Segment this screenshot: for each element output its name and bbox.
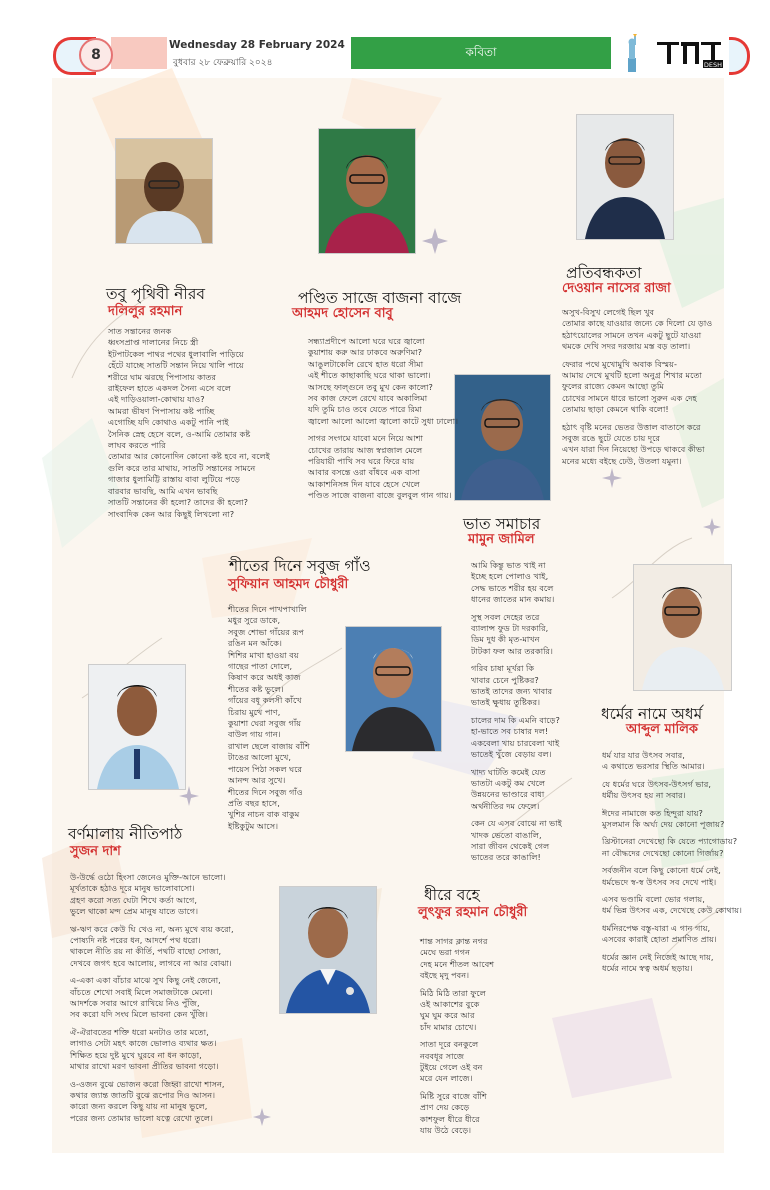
poem-stanza bbox=[70, 1027, 266, 1073]
poem-line: সব করো যদি সংঘ মিলে ভাবনা কেন খুঁজি। bbox=[70, 1009, 208, 1020]
poem-line: যে ধর্মের ঘরে উৎসব-উৎসর্গ ভার, bbox=[602, 778, 712, 789]
poem-line: সারা জীবন থেকেই গেল bbox=[471, 840, 550, 851]
poem-line: পরিযায়ী পাখি সব ঘরে ফিরে যায় bbox=[308, 456, 415, 467]
poem-stanza bbox=[562, 359, 722, 416]
poem-stanza bbox=[420, 1091, 530, 1137]
poem-title-6: ধর্মের নামে অধর্ম bbox=[601, 705, 703, 723]
poem-stanza bbox=[602, 750, 762, 773]
poem-line: গ্রহণ করো সত্য ঘেটা শিখে কর্তা আগে, bbox=[70, 894, 197, 905]
poem-line: শিক্ষিত হয়ে দুষ্ট মুখে ঘুরবে না ধন কাড়ো, bbox=[70, 1049, 202, 1060]
poem-line: একবেলা খায় চারবেলা খাই bbox=[471, 737, 560, 748]
poem-line: সাংবাদিক কেন আর কিছুই লিখলো না? bbox=[108, 508, 235, 519]
poem-stanza bbox=[471, 663, 581, 709]
poem-line: তোমার আর কোনোদিন কোনো কষ্ট হবে না, বলেই bbox=[108, 451, 270, 462]
poem-line: সাগর সংগমে যাবো মনে নিয়ে আশা bbox=[308, 433, 423, 444]
poem-line: ফেরার পথে মুখোমুখি অবাক বিস্ময়- bbox=[562, 358, 677, 369]
poem-line: এই দাড়িওয়ালা-কোথায় যাও? bbox=[108, 394, 205, 405]
poem-line: কিষাণ করে অধই কাজ bbox=[228, 672, 301, 683]
poem-line: বারবার ভাবছি, আমি এখন ভাবছি bbox=[108, 485, 218, 496]
poem-line: গাজার ধুলামিট্টি রাস্তায় বাবা লুটিয়ে পড়ে bbox=[108, 474, 240, 485]
poet-photo-lutfur bbox=[279, 886, 377, 1014]
poem-line: চোখের সামনে ধারে ভালো সুরুন এক দেহ bbox=[562, 392, 697, 403]
poem-line: মিঠি মিঠি তারা ফুলে bbox=[420, 987, 486, 998]
liberty-statue-icon bbox=[617, 34, 645, 72]
poem-body-6 bbox=[602, 750, 762, 981]
poem-line: ডিম দুধ কী মৃত-মাখন bbox=[471, 634, 540, 645]
poem-stanza bbox=[420, 936, 530, 982]
poem-line: কুয়াশা ঘেরা সবুজ গাঁয় bbox=[228, 718, 302, 729]
poem-line: মধুর সুরে ডাকে, bbox=[228, 615, 281, 626]
poem-line: জ্বালো আলো আলো জ্বালো কাটে সুধা ঢালো। bbox=[308, 415, 459, 426]
desh-logo bbox=[653, 36, 725, 70]
poem-line: ধর্মীয় উৎসব হয় না সবার। bbox=[602, 790, 686, 801]
poet-photo-abdul bbox=[633, 564, 732, 691]
poem-stanza bbox=[471, 560, 581, 606]
poem-stanza bbox=[602, 923, 762, 946]
poem-line: রাখাল ছেলে বাজায় বাঁশি bbox=[228, 740, 310, 751]
poem-stanza bbox=[471, 715, 581, 761]
poem-line: ইষ্টিকুটুম আসে। bbox=[228, 820, 279, 831]
poem-line: কথার জ্যান্ত জাতটি বুঝে রূপোর দিও আসন। bbox=[70, 1089, 216, 1100]
poem-line: চোখের তারায় আজ স্বপ্নজাল মেলে bbox=[308, 444, 423, 455]
poem-line: পোষ্যদি নষ্ট পরের ধন, আদর্শে পথ ধরো। bbox=[70, 935, 201, 946]
poem-line: সাতটি সন্তানের কী হলো? তাদের কী হলো? bbox=[108, 497, 249, 508]
poem-line: লাগাও সেটা মহৎ কাজে ভোলাও ব্যথার ক্ষত। bbox=[70, 1038, 217, 1049]
poem-line: আমায় দেখে মুখটি হলো অনুগ্র শিখার মতো bbox=[562, 370, 702, 381]
poem-author-4: মামুন জামিল bbox=[468, 532, 535, 547]
poem-line: এসবের কারাই হোতা প্রমাণিত প্রায়। bbox=[602, 934, 717, 945]
poem-line: তোমায় ছাড়া কেমনে থাকি বলো! bbox=[562, 404, 669, 415]
poem-line: ধর্মের নামে স্বত্ব অধর্ম ছড়ায়। bbox=[602, 963, 693, 974]
poet-photo-sujon bbox=[88, 664, 186, 790]
logo-text: DESH bbox=[703, 61, 723, 69]
date-english: Wednesday 28 February 2024 bbox=[169, 39, 345, 51]
poem-line: রাইফেল হাতে একদল সৈন্য এসে বলে bbox=[108, 383, 231, 394]
poetry-page-content bbox=[52, 78, 742, 1153]
poem-title-4: ভাত সমাচার bbox=[463, 515, 541, 533]
poem-line: পণ্ডিত সাজে বাজনা বাজে বুলবুল গান গায়। bbox=[308, 490, 452, 501]
poem-line: শীতের দিনে সবুজ গাঁও bbox=[228, 786, 303, 797]
poem-line: টাঙের আলো মুখে, bbox=[228, 752, 291, 763]
header-right-cap bbox=[729, 37, 750, 75]
poem-line: চালের দাম কি এমনি বাড়ে? bbox=[471, 714, 560, 725]
poem-line: ও-ওজন বুঝে ভোজন করো জিহ্বা রাখো শাসন, bbox=[70, 1078, 225, 1089]
poem-line: কাশফুল ধীরে ধীরে bbox=[420, 1113, 480, 1124]
poem-title-1: তবু পৃথিবী নীরব bbox=[106, 285, 206, 303]
poem-line: যায় উঠে বেড়ে। bbox=[420, 1125, 472, 1136]
poem-line: ঋ-ঋণ করে কেউ ঘি খেও না, অন্য মুখে ব্যয় করো, bbox=[70, 923, 234, 934]
poem-body-7 bbox=[70, 872, 266, 1130]
poem-line: সন্ধ্যাপ্রদীপে আলো ঘরে ঘরে জ্বালো bbox=[308, 336, 425, 346]
poem-line: সৈনিক স্নেহ হেসে বলে, ও-আমি তোমার কষ্ট bbox=[108, 428, 251, 439]
poem-line: অসুখ-বিসুখ লেগেই ছিল খুব bbox=[562, 307, 654, 317]
poem-line: খাদ্য ঘাটতি কমেই যেত bbox=[471, 766, 546, 777]
poem-line: দেহ মনে শীতল আবেশ bbox=[420, 958, 495, 969]
poem-line: শান্ত সাগর ক্লান্ত নগর bbox=[420, 936, 488, 946]
poet-photo-sufian bbox=[345, 626, 442, 752]
poem-line: শীতের কষ্ট ভুলে। bbox=[228, 683, 284, 694]
poem-title-7: বর্ণমালায় নীতিপাঠ bbox=[68, 825, 183, 843]
poem-line: ধর্মভেদে স্ব-স্ব উৎসব সব দেখে পাই। bbox=[602, 876, 717, 887]
poem-line: মরে যেন লাজে। bbox=[420, 1073, 473, 1084]
poem-line: ধর্ম যার যার উৎসব সবার, bbox=[602, 750, 685, 760]
poem-line: সব কাজ ফেলে রেখে যাবে অকালিমা bbox=[308, 393, 428, 404]
poem-body-5 bbox=[228, 604, 348, 832]
poem-line: খুশির নাচন বাক বাকুম bbox=[228, 809, 300, 820]
poem-line: ফুলের রাজ্যে কেমন আছো তুমি bbox=[562, 381, 664, 392]
poem-stanza bbox=[70, 924, 266, 970]
poem-body-3 bbox=[562, 307, 722, 473]
poem-stanza bbox=[602, 836, 762, 859]
poem-line: লাঘব করতে পারি bbox=[108, 440, 166, 451]
poem-title-2: পণ্ডিত সাজে বাজনা বাজে bbox=[298, 289, 462, 307]
section-banner bbox=[351, 37, 611, 69]
poem-line: ধর্ম ভিন্ন উৎসব এক, দেখেছে কেউ কোথায়। bbox=[602, 905, 742, 916]
poem-line: উন্নয়নের ভাণ্ডারে বাধা bbox=[471, 789, 545, 800]
poem-line: আনন্দ আর সুখে। bbox=[228, 775, 286, 786]
poem-line: না বৌদ্ধদের দেখেছো কোনো গির্জায়? bbox=[602, 847, 724, 858]
poem-line: চিরায় মুখে পাণ, bbox=[228, 706, 281, 717]
poem-line: প্রাণ দেয় কেড়ে bbox=[420, 1102, 470, 1113]
header-pink-band bbox=[111, 37, 167, 69]
poem-author-7: সুজন দাশ bbox=[70, 844, 121, 859]
poem-line: মাথার রাখো মরণ ভাবনা প্রীতির ভাবনা গড়ো। bbox=[70, 1061, 219, 1072]
poem-line: পায়েস পিঠা সকল ঘরে bbox=[228, 763, 303, 774]
poem-author-1: দলিলুর রহমান bbox=[108, 304, 183, 319]
poem-line: ধানের জাতের মান কমায়। bbox=[471, 594, 555, 605]
poem-stanza bbox=[70, 975, 266, 1021]
poem-line: হেঁটে যাচ্ছে সাতটি সন্তান নিয়ে খালি পায়ে bbox=[108, 360, 244, 371]
poem-stanza bbox=[602, 865, 762, 888]
poem-stanza bbox=[602, 808, 762, 831]
poem-line: আঙুলটাকেলি রেখে হাত ধরো সীমা bbox=[308, 358, 424, 369]
poem-stanza bbox=[471, 612, 581, 658]
poem-line: আদর্শকে সবার আগে রাখিয়ে নিও পুঁজি, bbox=[70, 998, 200, 1009]
poem-line: যদি তুমি চাও তবে যেতে পারে রিমা bbox=[308, 404, 422, 415]
poem-line: আবার বসন্তে ওরা বাঁধবে এক বাসা bbox=[308, 467, 420, 478]
poem-line: কেন যে এসব বোঝে না ভাই bbox=[471, 818, 562, 829]
poem-line: অর্থনীতির দম ফেলে। bbox=[471, 800, 540, 811]
poem-line: বাঁচতে শেখো সবাই মিলে সমাজটাকে মেনো। bbox=[70, 986, 213, 997]
poem-line: ঈদের নামাজে কত হিন্দুরা যায়? bbox=[602, 807, 703, 818]
poem-line: এখন যারা দিন নিয়েছো উপড়ে থাকবে কীভা bbox=[562, 444, 705, 455]
poem-stanza bbox=[70, 1079, 266, 1125]
poem-line: ঘুম ঘুম করে আর bbox=[420, 1010, 475, 1021]
poem-line: দেখবে জগৎ হবে আলোয়, লাগবে না আর বোঝা। bbox=[70, 957, 232, 968]
poem-line: ধর্মের জ্ঞান নেই নিজেই আছে দায়, bbox=[602, 951, 714, 962]
poem-line: মেঘে ভরা গগন bbox=[420, 947, 471, 958]
poem-line: নববধূর সাজে bbox=[420, 1050, 465, 1061]
poem-line: কারো জন্য করলে কিছু যায় না মানুষ ভুলে, bbox=[70, 1101, 208, 1112]
poem-line: আকাশনিসঙ্গ দিন যাবে হেসে খেলে bbox=[308, 478, 420, 489]
poem-line: এ কথাতে ভরসার স্থিতি আমার। bbox=[602, 761, 705, 772]
poem-line: আমরা ভীষণ পিপাসায় কষ্ট পাচ্ছি bbox=[108, 405, 215, 416]
poem-stanza bbox=[562, 307, 722, 353]
poem-line: সাতা দূরে বনকুলে bbox=[420, 1039, 479, 1050]
poem-line: শিশির মাখা হাওয়া বয় bbox=[228, 649, 299, 660]
poem-line: ঐ-ঐরাবতের শক্তি ধরো মনটাও তার মতো, bbox=[70, 1026, 209, 1037]
poem-line: চাঁদ মামার চোখে। bbox=[420, 1021, 477, 1032]
poem-line: খ্রিস্টানেরা দেখেছো কি যেতে প্যাগোডায়? bbox=[602, 836, 738, 847]
section-title: কবিতা bbox=[465, 45, 497, 59]
poem-line: গাঁয়ের বধূ কলসী কাঁখে bbox=[228, 695, 302, 706]
poem-stanza bbox=[308, 433, 508, 501]
page-number: 8 bbox=[79, 38, 113, 72]
poem-line: টুইয়ে গেলে ওই বন bbox=[420, 1062, 483, 1073]
poem-stanza bbox=[308, 336, 508, 427]
poem-body-1 bbox=[108, 326, 326, 520]
poem-line: মুসলমান কি অর্ঘ্য দেয় কোনো পূজায়? bbox=[602, 819, 725, 830]
poem-line: ওই আকাশের বুকে bbox=[420, 999, 480, 1010]
poem-line: সবুজ শোভা গাঁয়ের রূপ bbox=[228, 626, 304, 637]
poem-body-8 bbox=[420, 936, 530, 1143]
poet-photo-ahmad bbox=[318, 128, 416, 254]
poem-line: সেদ্ধ ভাতে শরীর হয় বলে bbox=[471, 582, 554, 593]
poem-line: থাকলে নীতি রয় না কীর্তি, পথটি বাছো সোজা, bbox=[70, 946, 222, 957]
poem-body-4 bbox=[471, 560, 581, 870]
poem-line: আসছে ফাল্গুনে তবু মুখ কেন কালো? bbox=[308, 381, 433, 392]
poem-line: প্রতি বছর হাসে, bbox=[228, 797, 280, 808]
poem-line: পরের জন্য তোমার ভালো যত্নে রেখো তুলে। bbox=[70, 1112, 213, 1123]
poem-line: হঠাৎয়োলের সামনে তখন একটু ছুটে যাওয়া bbox=[562, 329, 702, 340]
poem-line: থমকে দেখি সদর দরজায় মস্ত বড় তালা। bbox=[562, 341, 691, 352]
poet-photo-dewan bbox=[576, 114, 674, 240]
poem-line: বাউল গায় গান। bbox=[228, 729, 281, 740]
poem-line: মিষ্টি সুরে বাজে বাঁশি bbox=[420, 1090, 487, 1101]
poem-line: সবুজ রঙে ছুটে যেতে চায় দূরে bbox=[562, 433, 660, 444]
poem-line: রঙিন মন আঁকে। bbox=[228, 638, 282, 649]
poem-line: হঠাৎ বৃষ্টি মনের ভেতর উত্তাল বাতাসে করে bbox=[562, 421, 701, 432]
poem-line: সর্বজনীন বলে কিছু কোনো ধর্মে নেই, bbox=[602, 865, 721, 876]
poem-line: মনের মধ্যে বইছে ঢেউ, উতলা যমুনা। bbox=[562, 455, 682, 466]
poem-line: গুলি করে তার মাথায়, সাতটি সন্তানের সামনে bbox=[108, 462, 256, 473]
poem-line: সাত সন্তানের জনক bbox=[108, 326, 172, 336]
poem-line: ভাতই তাদের জন্য খাবার bbox=[471, 686, 553, 697]
poem-stanza bbox=[70, 872, 266, 918]
poem-stanza bbox=[471, 767, 581, 813]
poem-line: ভাতেই খুঁজে বেড়ায় বল। bbox=[471, 749, 552, 760]
poem-title-3: প্রতিবন্ধকতা bbox=[566, 264, 642, 282]
poem-line: কুয়াশায় করু আর ঢাকবে অরুণিমা? bbox=[308, 347, 422, 358]
poem-author-2: আহমদ হোসেন বাবু bbox=[292, 306, 393, 321]
poem-line: এ-একা একা বাঁচার মাঝে সুখ কিছু নেই জেনো, bbox=[70, 975, 221, 986]
poem-line: ইটপাটকেল পাথর পথের ধুলাবালি পাড়িয়ে bbox=[108, 348, 244, 359]
poem-line: গরিব চাষা মূর্খরা কি bbox=[471, 663, 535, 674]
poem-line: এসব ভণ্ডামি বলো ভোর গলায়, bbox=[602, 894, 705, 905]
poem-line: ভাতই ক্ষুধায় তুষ্টিকর। bbox=[471, 697, 541, 708]
poem-line: উ-উর্দ্ধে ওঠো হিংসা জেনেও মুক্তি-আনে ভালো। bbox=[70, 872, 226, 882]
poem-author-8: লুৎফুর রহমান চৌধুরী bbox=[418, 905, 528, 920]
poem-stanza bbox=[420, 1039, 530, 1085]
poem-line: শীতের দিনে পাখপাখালি bbox=[228, 604, 307, 614]
poem-stanza bbox=[602, 894, 762, 917]
poem-author-3: দেওয়ান নাসের রাজা bbox=[562, 281, 671, 296]
date-box bbox=[169, 37, 349, 69]
poem-line: ভাতটা একটু কম খেলে bbox=[471, 777, 546, 788]
poem-stanza bbox=[420, 988, 530, 1034]
poem-line: আমি কিন্তু ভাত খাই না bbox=[471, 560, 546, 570]
page-header bbox=[45, 34, 750, 72]
poem-line: তোমার কাছে যাওয়ার জন্যে কে দিলো যে ড়াও bbox=[562, 318, 713, 329]
poem-stanza bbox=[602, 952, 762, 975]
poem-line: হা-ভাতে সব চাষার দল! bbox=[471, 726, 549, 737]
poem-line: এগোচ্ছি যদি কোথাও একটু পানি পাই bbox=[108, 417, 229, 428]
poem-stanza bbox=[471, 818, 581, 864]
poem-stanza bbox=[562, 422, 722, 468]
poem-author-5: সুফিয়ান আহমদ চৌধুরী bbox=[228, 577, 349, 592]
poem-line: গাছের পাতা দোলে, bbox=[228, 661, 293, 672]
poem-author-6: আব্দুল মালিক bbox=[626, 722, 698, 737]
date-bangla: বুধবার ২৮ ফেব্রুয়ারি ২০২৪ bbox=[173, 58, 273, 68]
poem-line: মূর্খতাকে হঠাও দূরে মানুষ ভালোবাসো। bbox=[70, 883, 195, 894]
poem-stanza bbox=[602, 779, 762, 802]
poem-line: বইছে মৃদু পবন। bbox=[420, 970, 470, 981]
poem-title-8: ধীরে বহে bbox=[424, 886, 480, 904]
poem-line: ভাতের তরে কাঙালি! bbox=[471, 852, 541, 863]
poem-line: খাদক ভেতো বাঙালি, bbox=[471, 829, 542, 840]
poem-line: ব্যালান্স ফুড টা দরকারি, bbox=[471, 623, 549, 634]
poem-line: খাবার চেনে পুষ্টিকর? bbox=[471, 674, 539, 685]
poem-title-5: শীতের দিনে সবুজ গাঁও bbox=[229, 557, 371, 575]
poet-photo-dalilur bbox=[115, 138, 213, 244]
poem-line: শরীরে ঘাম ঝরছে পিপাসায় কাতর bbox=[108, 371, 217, 382]
poem-line: ধর্মনিরপেক্ষ বস্তু-যারা এ গান গায়, bbox=[602, 922, 711, 933]
poem-line: সুস্থ সবল দেহের তরে bbox=[471, 611, 540, 622]
poem-line: এই শীতে কাছাকাছি ঘরে থাকা ভালো। bbox=[308, 370, 431, 381]
poem-line: টাটকা ফল আর তরকারি। bbox=[471, 645, 553, 656]
poem-line: ধ্বংসপ্রাপ্ত দালানের নিচে স্ত্রী bbox=[108, 337, 199, 348]
poem-line: ইচ্ছে হলে পোলাও খাই, bbox=[471, 571, 549, 582]
poem-body-2 bbox=[308, 336, 508, 508]
poem-line: ভুলে থাকো মন্দ প্রেম মানুষ যাতে ডাগে। bbox=[70, 906, 199, 917]
